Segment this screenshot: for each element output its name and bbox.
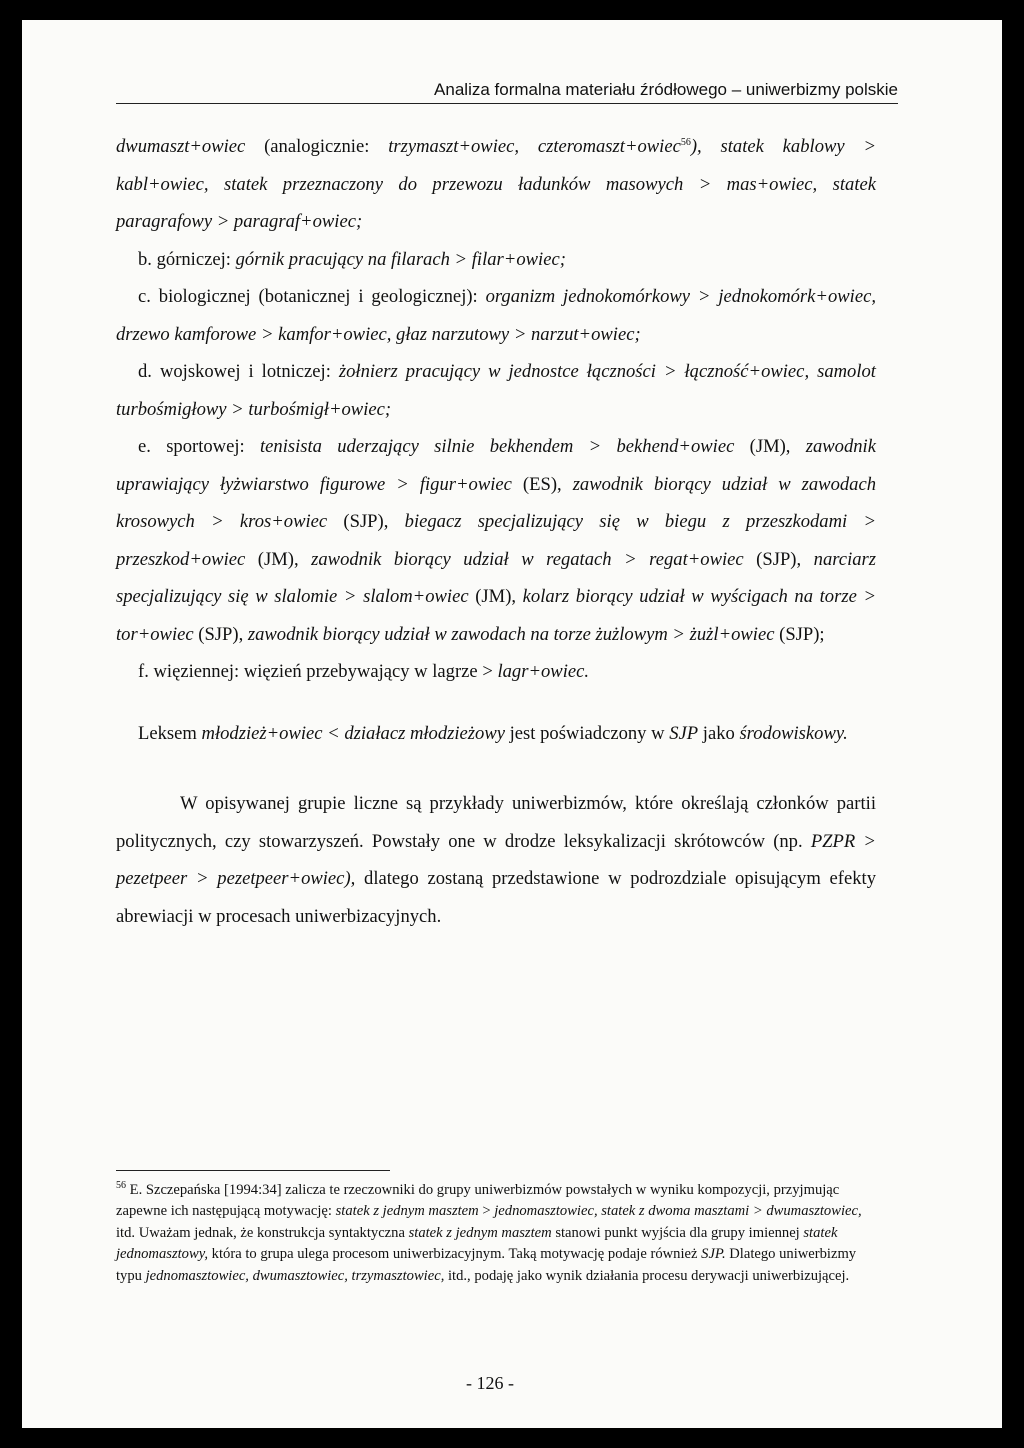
item-c: c. biologicznej (botanicznej i geologicznej): organizm jednokomórkowy > jednokomórk+owiec, drzewo kamforowe > kamfor+owiec, głaz narzutowy > narzut+owiec; bbox=[116, 286, 876, 345]
running-header: Analiza formalna materiału źródłowego – uniwerbizmy polskie bbox=[116, 80, 898, 104]
paragraph-leksem: Leksem młodzież+owiec < działacz młodzieżowy jest poświadczony w SJP jako środowiskowy. bbox=[138, 722, 848, 744]
footnote-ref-56[interactable]: 56 bbox=[680, 137, 691, 148]
main-text bbox=[116, 124, 876, 935]
item-f: f. więziennej: więzień przebywający w lagrze > lagr+owiec. bbox=[138, 661, 590, 683]
item-d: d. wojskowej i lotniczej: żołnierz pracujący w jednostce łączności > łączność+owiec, samolot turbośmigłowy > turbośmigł+owiec; bbox=[116, 361, 876, 420]
item-e: e. sportowej: tenisista uderzający silnie bekhendem > bekhend+owiec (JM), zawodnik uprawiający łyżwiarstwo figurowe > figur+owiec (ES), zawodnik biorący udział w zawodach krosowych > kros+owiec (SJP), biegacz specjalizujący się w biegu z przeszkodami > przeszkod+owiec (JM), zawodnik biorący udział w regatach > regat+owiec (SJP), narciarz specjalizujący się w slalomie > slalom+owiec (JM), kolarz biorący udział w wyścigach na torze > tor+owiec (SJP), zawodnik biorący udział w zawodach na torze żużlowym > żużl+owiec (SJP); bbox=[116, 436, 877, 645]
item-a-continuation: dwumaszt+owiec (analogicznie: trzymaszt+owiec, czteromaszt+owiec$^{56}$), statek kablowy > kabl+owiec, statek przeznaczony do przewozu ładunków masowych > mas+owiec, statek paragrafowy > paragraf+owiec; bbox=[116, 136, 876, 233]
footnote-56: $^{56}$ E. Szczepańska [1994:34] zalicza te rzeczowniki do grupy uniwerbizmów powstałych w wyniku kompozycji, przyjmując zapewne ich następującą motywację: statek z jednym masztem > jednomasztowiec, statek z dwoma masztami > dwumasztowiec, itd. Uważam jednak, że konstrukcja syntaktyczna statek z jednym masztem stanowi punkt wyjścia dla grupy imiennej statek jednomasztowy, która to grupa ulega procesom uniwerbizacyjnym. Taką motywację podaje również SJP. Dlatego uniwerbizmy typu jednomasztowiec, dwumasztowiec, trzymasztowiec, itd., podaję jako wynik działania procesu derywacji uniwerbizującej. bbox=[116, 1180, 862, 1284]
footnote-separator bbox=[116, 1170, 390, 1171]
page-number: - 126 - bbox=[466, 1373, 514, 1393]
footnote-number: 56 bbox=[116, 1180, 126, 1191]
paragraph-partie: W opisywanej grupie liczne są przykłady uniwerbizmów, które określają członków partii politycznych, czy stowarzyszeń. Powstały one w drodze leksykalizacji skrótowców (np. PZPR > pezetpeer > pezetpeer+owiec), dlatego zostaną przedstawione w podrozdziale opisującym efekty abrewiacji w procesach uniwerbizacyjnych. bbox=[116, 793, 876, 927]
item-b: b. górniczej: górnik pracujący na filarach > filar+owiec; bbox=[138, 248, 566, 270]
